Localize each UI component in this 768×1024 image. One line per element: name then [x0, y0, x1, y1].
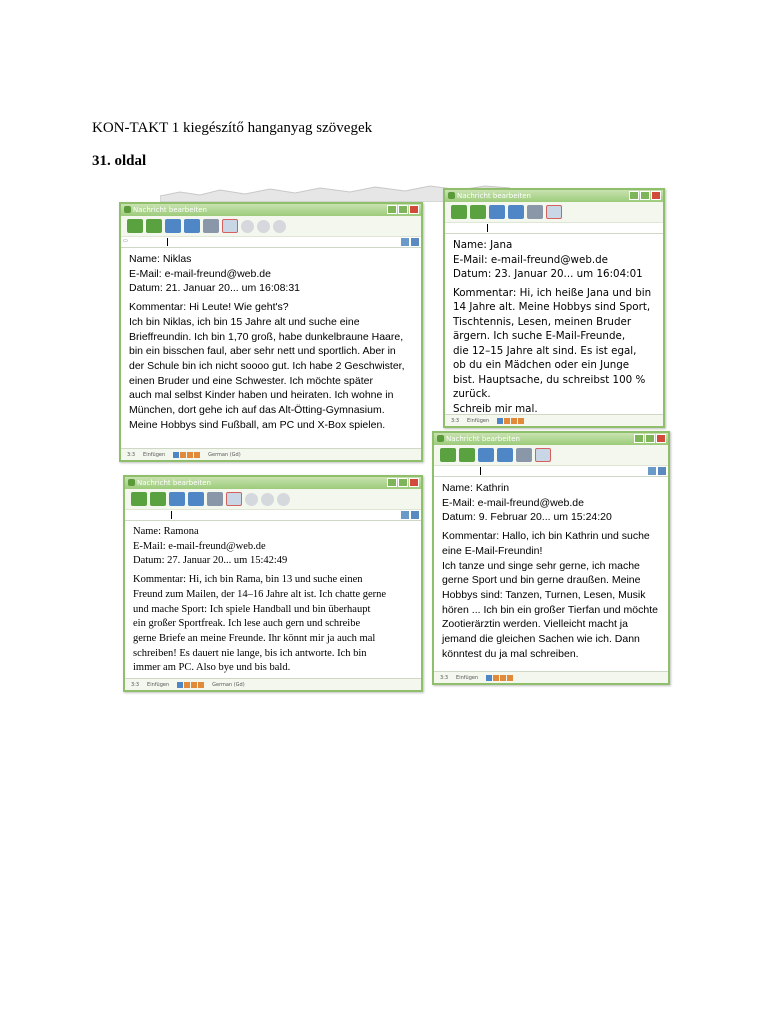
- message-line: Kommentar: Hi, ich bin Rama, bin 13 und suche einen: [133, 574, 363, 586]
- message-line: bin ein bisschen faul, aber sehr nett und sportlich. Aber in: [129, 345, 396, 358]
- status-mode: Einfügen: [456, 674, 479, 681]
- status-icons: [497, 418, 524, 424]
- sender-name: Name: Niklas: [129, 253, 192, 265]
- message-line: Schreib mir mal.: [453, 402, 538, 415]
- message-line: und mache Sport: Ich spiele Handball und bin überhaupt: [133, 603, 371, 615]
- maximize-button[interactable]: [398, 478, 408, 487]
- forward-icon[interactable]: [273, 220, 286, 233]
- send-icon[interactable]: [440, 448, 456, 462]
- redo-icon[interactable]: [257, 220, 270, 233]
- message-line: Zootierärztin werden. Vielleicht macht ja: [442, 618, 628, 631]
- status-bar: [445, 414, 663, 426]
- window-titlebar[interactable]: [125, 477, 421, 489]
- send-arrow-icon[interactable]: [411, 238, 419, 246]
- copy-icon[interactable]: [489, 205, 505, 219]
- message-line: bist. Hauptsache, du schreibst 100 %: [453, 373, 646, 386]
- app-icon: [437, 435, 444, 442]
- options-icon[interactable]: [401, 511, 409, 519]
- delete-icon[interactable]: [535, 448, 551, 462]
- message-line: zurück.: [453, 388, 491, 400]
- message-line: ob du ein Mädchen oder ein Junge: [453, 359, 630, 371]
- delete-icon[interactable]: [226, 492, 242, 506]
- message-line: einen Bruder und eine Schwester. Ich möchte später: [129, 374, 373, 387]
- status-position: 3:3: [440, 674, 449, 681]
- receive-icon[interactable]: [470, 205, 486, 219]
- sender-email: E-Mail: e-mail-freund@web.de: [442, 496, 584, 509]
- message-line: könntest du ja mal schreiben.: [442, 647, 579, 660]
- status-language: German (Gd): [212, 681, 245, 688]
- toolbar: [121, 216, 421, 237]
- print-icon[interactable]: [516, 448, 532, 462]
- delete-icon[interactable]: [222, 219, 238, 233]
- status-position: 3:3: [131, 681, 140, 688]
- maximize-button[interactable]: [398, 205, 408, 214]
- message-line: Hobbys sind: Tanzen, Turnen, Lesen, Musik: [442, 588, 646, 601]
- address-bar[interactable]: [121, 237, 421, 248]
- close-button[interactable]: [409, 478, 419, 487]
- status-icons: [173, 452, 200, 458]
- message-date: Datum: 21. Januar 20... um 16:08:31: [129, 282, 301, 295]
- maximize-button[interactable]: [645, 434, 655, 443]
- window-titlebar[interactable]: [445, 190, 663, 202]
- sender-email: E-Mail: e-mail-freund@web.de: [133, 540, 266, 552]
- status-mode: Einfügen: [143, 451, 166, 458]
- print-icon[interactable]: [527, 205, 543, 219]
- app-icon: [128, 479, 135, 486]
- paste-icon[interactable]: [184, 219, 200, 233]
- message-line: Tischtennis, Lesen, meinen Bruder: [453, 315, 632, 328]
- message-line: Ich tanze und singe sehr gerne, ich mache: [442, 559, 640, 572]
- email-window-jana: [443, 188, 665, 428]
- send-icon[interactable]: [127, 219, 143, 233]
- minimize-button[interactable]: [387, 478, 397, 487]
- print-icon[interactable]: [203, 219, 219, 233]
- message-date: Datum: 23. Januar 20... um 16:04:01: [453, 268, 643, 280]
- app-icon: [448, 192, 455, 199]
- undo-icon[interactable]: [241, 220, 254, 233]
- window-titlebar[interactable]: [121, 204, 421, 216]
- status-icons: [486, 675, 513, 681]
- receive-icon[interactable]: [459, 448, 475, 462]
- message-line: Kommentar: Hi, ich heiße Jana und bin: [453, 286, 652, 299]
- email-window-niklas: [119, 202, 423, 462]
- message-line: Brieffreundin. Ich bin 1,70 groß, habe dunkelbraune Haare,: [129, 330, 404, 343]
- status-bar: [121, 448, 421, 460]
- status-mode: Einfügen: [467, 417, 490, 424]
- message-body[interactable]: [445, 234, 663, 420]
- toolbar: [434, 445, 668, 466]
- sender-name: Name: Kathrin: [442, 482, 510, 494]
- text-caret: [171, 511, 172, 519]
- message-line: ein großer Sportfreak. Ich lese auch gern und schreibe: [133, 618, 361, 630]
- text-caret: [487, 224, 488, 232]
- close-button[interactable]: [651, 191, 661, 200]
- message-line: gerne Sport und bin gerne draußen. Meine: [442, 574, 641, 587]
- message-line: gerne Briefe an meine Freunde. Ihr könnt mir ja auch mal: [133, 632, 376, 644]
- delete-icon[interactable]: [546, 205, 562, 219]
- status-mode: Einfügen: [147, 681, 170, 688]
- message-line: Kommentar: Hi Leute! Wie geht's?: [129, 301, 289, 314]
- receive-icon[interactable]: [150, 492, 166, 506]
- message-body[interactable]: [434, 477, 668, 665]
- window-title: Nachricht bearbeiten: [457, 192, 531, 200]
- print-icon[interactable]: [207, 492, 223, 506]
- message-line: ärgern. Ich suche E-Mail-Freunde,: [453, 330, 626, 342]
- status-language: German (Gd): [208, 451, 241, 458]
- message-line: die 12–15 Jahre alt sind. Es ist egal,: [453, 344, 637, 357]
- email-window-ramona: [123, 475, 423, 692]
- maximize-button[interactable]: [640, 191, 650, 200]
- copy-icon[interactable]: [169, 492, 185, 506]
- message-date: Datum: 9. Februar 20... um 15:24:20: [442, 511, 612, 524]
- message-line: Ich bin Niklas, ich bin 15 Jahre alt und suche eine: [129, 315, 360, 328]
- message-line: schreiben! Es dauert nie lange, bis ich antworte. Ich bin: [133, 647, 367, 659]
- status-bar: [125, 678, 421, 690]
- sender-name: Name: Jana: [453, 239, 513, 251]
- window-titlebar[interactable]: [434, 433, 668, 445]
- paste-icon[interactable]: [497, 448, 513, 462]
- options-icon[interactable]: [648, 467, 656, 475]
- paste-icon[interactable]: [188, 492, 204, 506]
- close-button[interactable]: [409, 205, 419, 214]
- send-icon[interactable]: [451, 205, 467, 219]
- paste-icon[interactable]: [508, 205, 524, 219]
- message-line: Meine Hobbys sind Fußball, am PC und X-Box spielen.: [129, 418, 386, 431]
- message-line: München, dort gehe ich auf das Alt-Ötting-Gymnasium.: [129, 404, 385, 417]
- email-window-kathrin: [432, 431, 670, 685]
- status-icons: [177, 682, 204, 688]
- message-line: hören ... Ich bin ein großer Tierfan und möchte: [442, 603, 658, 616]
- document-title: KON-TAKT 1 kiegészítő hanganyag szövegek: [92, 120, 373, 136]
- window-title: Nachricht bearbeiten: [446, 435, 520, 443]
- status-bar: [434, 671, 668, 683]
- minimize-button[interactable]: [629, 191, 639, 200]
- text-caret: [480, 467, 481, 475]
- options-icon[interactable]: [401, 238, 409, 246]
- close-button[interactable]: [656, 434, 666, 443]
- message-body[interactable]: [125, 521, 421, 680]
- window-title: Nachricht bearbeiten: [137, 479, 211, 487]
- minimize-button[interactable]: [634, 434, 644, 443]
- minimize-button[interactable]: [387, 205, 397, 214]
- copy-icon[interactable]: [478, 448, 494, 462]
- send-icon[interactable]: [131, 492, 147, 506]
- undo-icon[interactable]: [245, 493, 258, 506]
- address-bar[interactable]: [434, 466, 668, 477]
- text-caret: [167, 238, 168, 246]
- receive-icon[interactable]: [146, 219, 162, 233]
- message-date: Datum: 27. Januar 20... um 15:42:49: [133, 555, 288, 567]
- send-arrow-icon[interactable]: [411, 511, 419, 519]
- status-position: 3:3: [127, 451, 136, 458]
- toolbar: [445, 202, 663, 223]
- forward-icon[interactable]: [277, 493, 290, 506]
- message-line: immer am PC. Also bye und bis bald.: [133, 662, 291, 674]
- sender-email: E-Mail: e-mail-freund@web.de: [129, 267, 271, 280]
- address-label-icon: ▭: [123, 238, 128, 244]
- copy-icon[interactable]: [165, 219, 181, 233]
- message-body[interactable]: [121, 248, 421, 436]
- status-position: 3:3: [451, 417, 460, 424]
- send-arrow-icon[interactable]: [658, 467, 666, 475]
- address-bar[interactable]: [445, 223, 663, 234]
- window-title: Nachricht bearbeiten: [133, 206, 207, 214]
- app-icon: [124, 206, 131, 213]
- message-line: 14 Jahre alt. Meine Hobbys sind Sport,: [453, 301, 651, 313]
- redo-icon[interactable]: [261, 493, 274, 506]
- message-line: der Schule bin ich nicht soooo gut. Ich habe 2 Geschwister,: [129, 359, 405, 372]
- toolbar: [125, 489, 421, 510]
- page-heading: 31. oldal: [92, 153, 147, 169]
- message-line: jemand die gleichen Sachen wie ich. Dann: [442, 633, 640, 646]
- message-line: auch mal selbst Kinder haben und heiraten. Ich wohne in: [129, 389, 394, 402]
- message-line: eine E-Mail-Freundin!: [442, 544, 543, 557]
- address-bar[interactable]: [125, 510, 421, 521]
- message-line: Freund zum Mailen, der 14–16 Jahre alt ist. Ich chatte gerne: [133, 588, 387, 600]
- message-line: Kommentar: Hallo, ich bin Kathrin und suche: [442, 530, 650, 543]
- sender-email: E-Mail: e-mail-freund@web.de: [453, 253, 608, 266]
- sender-name: Name: Ramona: [133, 526, 199, 537]
